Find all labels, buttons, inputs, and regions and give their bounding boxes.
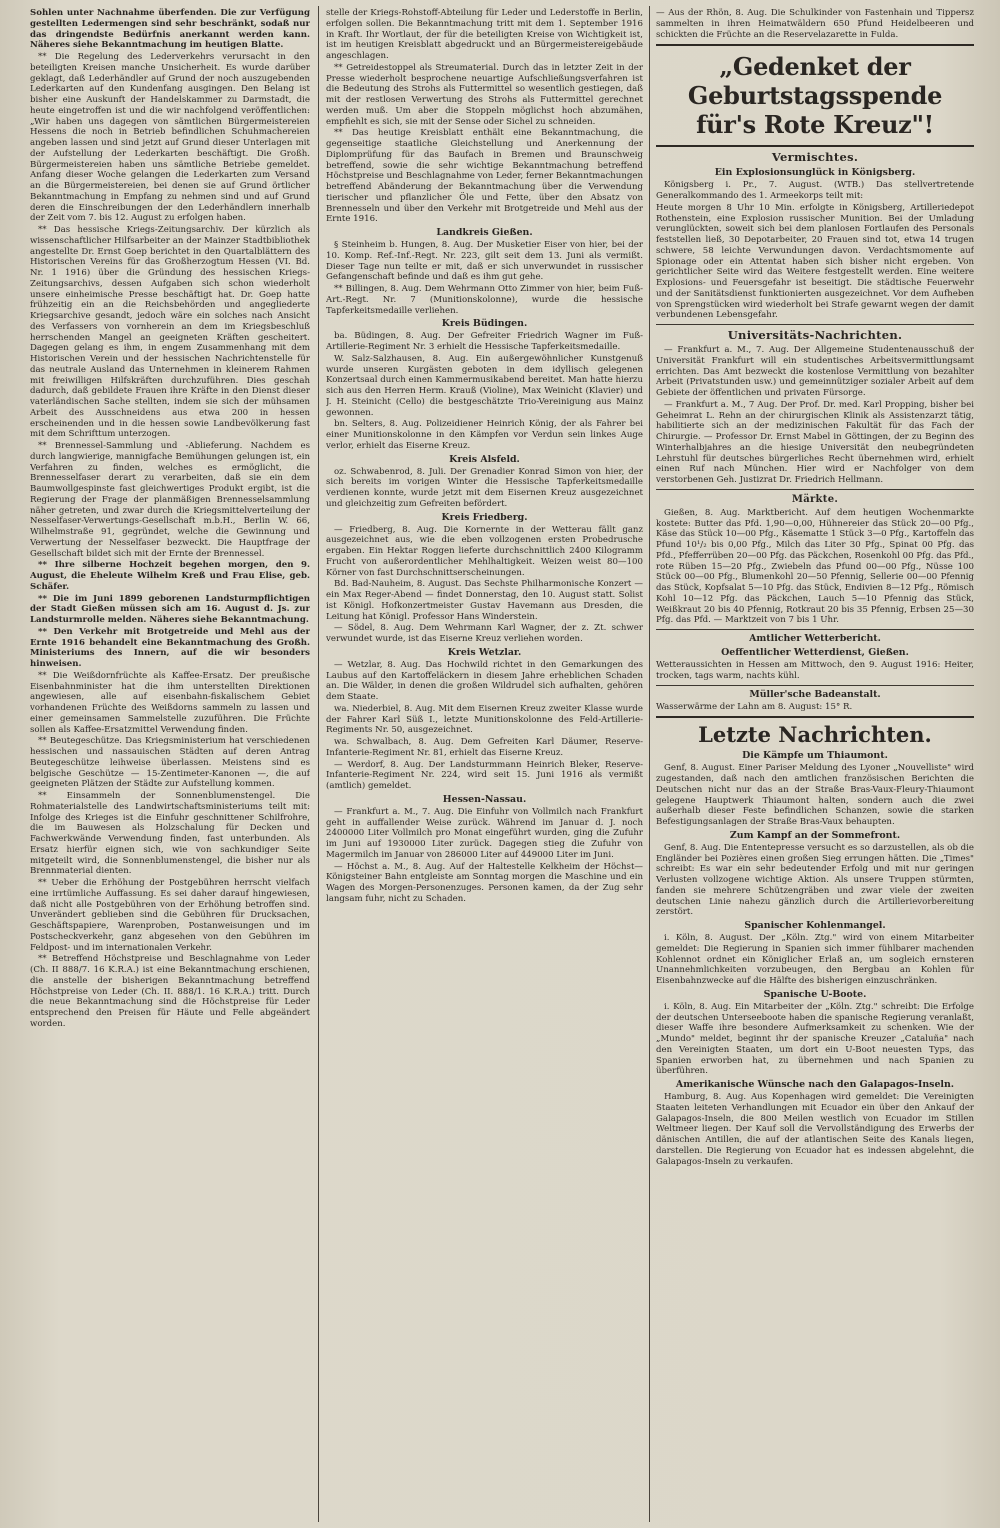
article-paragraph: Königsberg i. Pr., 7. August. (WTB.) Das stellvertretende Generalkommando des 1. Armeekorps teilt mit: xyxy=(656,180,974,201)
article-subheading: Zum Kampf an der Sommefront. xyxy=(729,829,901,841)
article-paragraph: wa. Schwalbach, 8. Aug. Dem Gefreiten Karl Däumer, Reserve-Infanterie-Regiment Nr. 81, erhielt das Eiserne Kreuz. xyxy=(326,737,643,758)
article-paragraph: Genf, 8. Aug. Die Ententepresse versucht es so darzustellen, als ob die Engländer bei Pozières einen großen Sieg errungen hätten. Die „Times" schreibt: Es war ein sehr bedeutender Erfolg und mit nur geringen Verlusten vollzogene wichtige Aktion. Als unsere Truppen stürmten, fanden sie mehrere Schützengräben und zwar viele der zweiten deutschen Linie nahezu gänzlich durch die Artillerievorbereitung zerstört. xyxy=(656,842,974,918)
article-paragraph: ** Den Verkehr mit Brotgetreide und Mehl aus der Ernte 1916 behandelt eine Bekanntmachung des Großh. Ministeriums des Innern, auf die wir besonders hinweisen. xyxy=(30,626,310,669)
column-3 xyxy=(656,8,974,1522)
article-paragraph: — Werdorf, 8. Aug. Der Landsturmmann Heinrich Bleker, Reserve-Infanterie-Regiment Nr. 224, wird seit 15. Juni 1916 als vermißt (amtlich) gemeldet. xyxy=(326,759,643,791)
article-paragraph: Bd. Bad-Nauheim, 8. August. Das Sechste Philharmonische Konzert — ein Max Reger-Abend — findet Donnerstag, den 10. August statt. Solist ist Königl. Hofkonzertmeister Gustav Havemann aus Dresden, die Leitung hat Königl. Professor Hans Winderstein. xyxy=(326,579,643,622)
article-paragraph: ** Betreffend Höchstpreise und Beschlagnahme von Leder (Ch. II 888/7. 16 K.R.A.) ist eine Bekanntmachung erschienen, die anstelle der bisherigen Bekanntmachung betreffend Höchstpreise von Leder (Ch. II. 888/1. 16 K.R.A.) tritt. Durch die neue Bekanntmachung sind die Höchstpreise für Leder entsprechend den Preisen für Häute und Felle abgeändert worden. xyxy=(30,954,310,1029)
section-heading-hessen-nassau: Hessen-Nassau. xyxy=(442,793,527,805)
article-paragraph: Genf, 8. August. Einer Pariser Meldung des Lyoner „Nouvelliste" wird zugestanden, daß nach den amtlichen französischen Berichten die Deutschen nicht nur das an der Straße Bras-Vaux-Fleury-Thiaumont gelegene Hauptwerk Thiaumont halten, sondern auch die zwei außerhalb dieser Feste befindlichen Schanzen, sowie die starken Befestigungsanlagen der Straße Bras-Vaux behaupten. xyxy=(656,763,974,827)
divider xyxy=(656,145,974,147)
divider xyxy=(656,324,974,325)
article-paragraph: Sohlen unter Nachnahme überfenden. Die zur Verfügung gestellten Ledermengen sind sehr beschränkt, sodaß nur das dringendste Bedürfnis anerkannt werden kann. Näheres siehe Bekanntmachung im heutigen Blatte. xyxy=(30,8,310,51)
article-paragraph: — Frankfurt a. M., 7. Aug. Der Allgemeine Studentenausschuß der Universität Frankfurt will ein studentisches Arbeitsvermittlungsamt errichten. Das Amt bezweckt die kostenlose Vermittlung von bezahlter Arbeit (Privatstunden usw.) und gemeinnütziger sozialer Arbeit auf dem Gebiete der öffentlichen und privaten Fürsorge. xyxy=(656,345,974,398)
article-paragraph: ** Das hessische Kriegs-Zeitungsarchiv. Der kürzlich als wissenschaftlicher Hilfsarbeiter an der Mainzer Stadtbibliothek angestellte Dr. Ernst Goep berichtet in den Quartalblättern des Historischen Vereins für das Großherzogtum Hessen (VI. Bd. Nr. 1 1916) über die Gründung des hessischen Kriegs-Zeitungsarchivs, dessen Aufgaben sich schon wiederholt unsere einheimische Presse beschäftigt hat. Dr. Goep hatte frühzeitig ein an die Reichsbehörden und angegliederte Kriegsarchive gesandt, jedoch wäre ein solches nach Ansicht des Verfassers von vornherein an dem im Kriegsbeschluß herrschenden Mangel an geeigneten Kräften gescheitert. Dagegen gelang es ihm, in engem Zusammenhang mit dem Historischen Verein und der hessischen Nachrichtenstelle für das neutrale Ausland das Unternehmen in kleinerem Rahmen mit freiwilligen Hilfskräften durchzuführen. Dies geschah dadurch, daß gebildete Frauen ihre Kräfte in den Dienst dieser vaterländischen Sache stellten, indem sie sich der mühsamen Arbeit des Ausschneidens aus etwa 200 in hessen erscheinenden und in die hessen sowie Landbevölkerung fast mit dem Schrifttum unterzogen. xyxy=(30,225,310,440)
article-paragraph: Wetteraussichten in Hessen am Mittwoch, den 9. August 1916: Heiter, trocken, tags warm, nachts kühl. xyxy=(656,660,974,681)
article-paragraph: ** Die Regelung des Lederverkehrs verursacht in den beteiligten Kreisen manche Unsicherheit. Es wurde darüber geklagt, daß Lederhändler auf Grund der noch auszugebenden Lederkarten auf den Kundenfang ausgingen. Den Belang ist bisher eine Auskunft der Handelskammer zu Darmstadt, die heute eingetroffen ist und die wir nachfolgend veröffentlichen: „Wir haben uns dagegen von sämtlichen Bürgermeistereien Hessens die noch in Betrieb befindlichen Schuhmachereien angeben lassen und sind jetzt auf Grund dieser Unterlagen mit der Aufstellung der Lederkarten beschäftigt. Die Großh. Bürgermeistereien haben uns sämtliche Betriebe gemeldet. Anfang dieser Woche gelangen die Lederkarten zum Versand an die Bürgermeistereien, bei denen sie auf Grund örtlicher Bekanntmachung in Empfang zu nehmen sind und auf Grund deren die Einschreibungen der den Lederhändlern innerhalb der Zeit vom 7. bis 12. August zu erfolgen haben. xyxy=(30,52,310,224)
article-paragraph: — Aus der Rhön, 8. Aug. Die Schulkinder von Fastenhain und Tippersz sammelten in ihren Heimatwäldern 650 Pfund Heidelbeeren und schickten die Früchte an die Reservelazarette in Fulda. xyxy=(656,8,974,40)
article-paragraph: i. Köln, 8. August. Der „Köln. Ztg." wird von einem Mitarbeiter gemeldet: Die Regierung in Spanien sich immer fühlbarer machenden Kohlennot ordnet ein Königlicher Erlaß an, um sogleich ernsteren Unannehmlichkeiten vorzubeugen, den Bergbau an Kohlen für Eisenbahnzwecke auf die Hälfte des bisherigen einzuschränken. xyxy=(656,933,974,986)
article-paragraph: Wasserwärme der Lahn am 8. August: 15° R. xyxy=(656,701,853,712)
column-1 xyxy=(30,8,310,1522)
article-subheading: Die Kämpfe um Thiaumont. xyxy=(742,750,888,762)
section-heading-kreis-wetzlar: Kreis Wetzlar. xyxy=(447,646,522,658)
section-heading-kreis-alsfeld: Kreis Alsfeld. xyxy=(449,453,520,465)
section-heading-maerkte: Märkte. xyxy=(791,493,839,505)
article-paragraph: stelle der Kriegs-Rohstoff-Abteilung für Leder und Lederstoffe in Berlin, erfolgen sollen. Die Bekanntmachung tritt mit dem 1. September 1916 in Kraft. Ihr Wortlaut, der für die beteiligten Kreise von Wichtigkeit ist, ist im heutigen Kreisblatt abgedruckt und an Bürgermeistereigebäude angeschlagen. xyxy=(326,8,643,61)
section-heading-landkreis-giessen: Landkreis Gießen. xyxy=(436,227,533,238)
section-heading-kreis-friedberg: Kreis Friedberg. xyxy=(441,511,528,523)
article-paragraph: — Höchst a. M., 8. Aug. Auf der Haltestelle Kelkheim der Höchst—Königsteiner Bahn entgleiste am Sonntag morgen die Maschine und ein Wagen des Morgen-Personenzuges. Personen kamen, da der Zug sehr langsam fuhr, nicht zu Schaden. xyxy=(326,861,643,904)
article-paragraph: wa. Niederbiel, 8. Aug. Mit dem Eisernen Kreuz zweiter Klasse wurde der Fahrer Karl Süß I., letzte Munitionskolonne des Feld-Artillerie-Regiments Nr. 50, ausgezeichnet. xyxy=(326,703,643,736)
article-paragraph: ** Ueber die Erhöhung der Postgebühren herrscht vielfach eine irrtümliche Auffassung. Es sei daher darauf hingewiesen, daß nicht alle Postgebühren von der Erhöhung betroffen sind. Unverändert geblieben sind die Gebühren für Drucksachen, Geschäftspapiere, Warenproben, Postanweisungen und im Postscheckverkehr, ganz abgesehen von den Gebühren im Feldpost- und im internationalen Verkehr. xyxy=(30,878,310,953)
article-paragraph: i. Köln, 8. Aug. Ein Mitarbeiter der „Köln. Ztg." schreibt: Die Erfolge der deutschen Unterseeboote haben die spanische Regierung veranlaßt, dieser Waffe ihre besondere Aufmerksamkeit zu schenken. Wie der „Mundo" meldet, beginnt ihr der spanische Kreuzer „Cataluña" nach den Vereinigten Staaten, um dort ein U-Boot neuesten Typs, das Spanien erworben hat, zu übernehmen und nach Spanien zu überführen. xyxy=(656,1001,974,1077)
article-paragraph: ** Beutegeschütze. Das Kriegsministerium hat verschiedenen hessischen und nassauischen Städten auf deren Antrag Beutegeschütze leihweise überlassen. Meistens sind es belgische Geschütze — 15-Zentimeter-Kanonen —, die auf geeigneten Plätzen der Städte zur Aufstellung kommen. xyxy=(30,736,310,790)
article-subheading: Ein Explosionsunglück in Königsberg. xyxy=(714,167,916,179)
section-heading-kreis-buedingen: Kreis Büdingen. xyxy=(441,318,528,330)
article-paragraph: oz. Schwabenrod, 8. Juli. Der Grenadier Konrad Simon von hier, der sich bereits im vorigen Winter die Hessische Tapferkeitsmedaille verdienen konnte, wurde jetzt mit dem Eisernen Kreuz ausgezeichnet und gleichzeitig zum Gefreiten befördert. xyxy=(326,466,643,509)
column-2 xyxy=(326,8,643,1522)
article-paragraph: ** Getreidestoppel als Streumaterial. Durch das in letzter Zeit in der Presse wiederholt besprochene neuartige Aufschließungsverfahren ist die Bedeutung des Strohs als Futtermittel so wesentlich gestiegen, daß mit der restlosen Verwertung des Strohs als Futtermittel gerechnet werden muß. Um aber die Stoppeln möglichst hoch abzumähen, empfiehlt es sich, sie mit der Sense oder Sichel zu schneiden. xyxy=(326,62,643,127)
divider xyxy=(656,716,974,718)
section-heading-wetterbericht: Amtlicher Wetterbericht. xyxy=(749,633,881,644)
article-paragraph: — Wetzlar, 8. Aug. Das Hochwild richtet in den Gemarkungen des Laubus auf den Kartoffeläckern in diesem Jahre erheblichen Schaden an. Die Wälder, in denen die großen Wildrudel sich aufhalten, gehören dem Staate. xyxy=(326,659,643,702)
article-paragraph: — Friedberg, 8. Aug. Die Kornernte in der Wetterau fällt ganz ausgezeichnet aus, wie die eben vollzogenen ersten Probedrusche ergaben. Ein Hektar Roggen lieferte durchschnittlich 2400 Kilogramm Frucht von außerordentlicher Mehlhaltigkeit. Weizen weist 80—100 Körner von fast Durchschnittserscheinungen. xyxy=(326,524,643,578)
article-subheading: Amerikanische Wünsche nach den Galapagos-Inseln. xyxy=(675,1079,955,1090)
divider xyxy=(656,44,974,46)
article-paragraph: W. Salz-Salzhausen, 8. Aug. Ein außergewöhnlicher Kunstgenuß wurde unseren Kurgästen geboten in dem idyllisch gelegenen Konzertsaal durch einen Kammermusikabend bereitet. Man hatte hierzu sich aus den Herren Herm. Krauß (Violine), Max Weinicht (Klavier) und J. H. Steinicht (Cello) die bestgeschätzte Trio-Vereinigung aus Mainz gewonnen. xyxy=(326,353,643,418)
article-paragraph: Hamburg, 8. Aug. Aus Kopenhagen wird gemeldet: Die Vereinigten Staaten leiteten Verhandlungen mit Ecuador ein über den Ankauf der Galapagos-Inseln, die 800 Meilen westlich von Ecuador im Stillen Weltmeer liegen. Der Kauf soll die Vervollständigung des Erwerbs der dänischen Antillen, die auf der atlantischen Seite des Kanals liegen, darstellen. Die Regierung von Ecuador hat es indessen abgelehnt, die Galapagos-Inseln zu verkaufen. xyxy=(656,1092,974,1167)
article-paragraph: ** Ihre silberne Hochzeit begehen morgen, den 9. August, die Eheleute Wilhelm Kreß und Frau Elise, geb. Schäfer. xyxy=(30,560,310,592)
column-divider xyxy=(318,6,319,1522)
section-heading-letzte-nachrichten: Letzte Nachrichten. xyxy=(698,722,932,748)
article-paragraph: ** Die im Juni 1899 geborenen Landsturmpflichtigen der Stadt Gießen müssen sich am 16. August d. Js. zur Landsturmrolle melden. Näheres siehe Bekanntmachung. xyxy=(30,593,310,625)
article-paragraph: ba. Büdingen, 8. Aug. Der Gefreiter Friedrich Wagner im Fuß-Artillerie-Regiment Nr. 3 erhielt die Hessische Tapferkeitsmedaille. xyxy=(326,331,643,352)
article-paragraph: ** Die Weißdornfrüchte als Kaffee-Ersatz. Der preußische Eisenbahnminister hat die ihm unterstellten Direktionen angewiesen, alle auf eisenbahn-fiskalischem Gebiet vorhandenen Früchte des Weißdorns sammeln zu lassen und einer gemeinsamen Sammelstelle zuzuführen. Die Früchte sollen als Kaffee-Ersatzmittel Verwendung finden. xyxy=(30,670,310,735)
article-paragraph: Heute morgen 8 Uhr 10 Min. erfolgte in Königsberg, Artilleriedepot Rothenstein, eine Explosion russischer Munition. Bei der Umladung verunglückten, soweit sich bei dem planlosen Fortlaufen des Personals feststellen ließ, 30 Depotarbeiter, 20 Frauen sind tot, etwa 14 trugen schwere, 58 leichte Verwundungen davon. Verdachtsmomente auf Spionage oder ein Attentat haben sich bisher nicht ergeben. Von gerichtlicher Seite wird das Weitere festgestellt werden. Eine weitere Explosions- und Feuersgefahr ist beseitigt. Die städtische Feuerwehr und der Sanitätsdienst funktionierten ausgezeichnet. Vor dem Aufheben von Sprengstücken wird wiederholt bei Strafe gewarnt wegen der damit verbundenen Lebensgefahr. xyxy=(656,202,974,321)
article-paragraph: ** Brennessel-Sammlung und -Ablieferung. Nachdem es durch langwierige, mannigfache Bemühungen gelungen ist, ein Verfahren zu finden, welches es ermöglicht, die Brennesselfaser derart zu verarbeiten, daß sie ein dem Baumwollgespinste fast gleichwertiges Produkt ergibt, ist die Regierung der Frage der planmäßigen Brennesselsammlung näher getreten, und zwar durch die Kriegsmittelverteilung der Nesselfaser-Verwertungs-Gesellschaft m.b.H., Berlin W. 66, Wilhelmstraße 91, gegründet, welche die Gewinnung und Verwertung der Nesselfaser bezweckt. Die Hauptfrage der Gesellschaft bildet sich mit der Ernte der Brennessel. xyxy=(30,441,310,559)
headline-geburtstagsspende: „Gedenket der Geburtstagsspende für's Rote Kreuz"! xyxy=(687,52,943,140)
article-paragraph: — Frankfurt a. M., 7 Aug. Der Prof. Dr. med. Karl Propping, bisher bei Geheimrat L. Rehn an der chirurgischen Klinik als Assistenzarzt tätig, habilitierte sich an der medizinischen Fakultät für das Fach der Chirurgie. — Professor Dr. Ernst Mabel in Göttingen, der zu Beginn des Winterhalbjahres an die hiesige Universität den neubegründeten Lehrstuhl für deutsches bürgerliches Recht übernehmen wird, erhielt einen Ruf nach München. Hier wird er Nachfolger von dem verstorbenen Geh. Justizrat Dr. Friedrich Hellmann. xyxy=(656,399,974,485)
article-paragraph: — Frankfurt a. M., 7. Aug. Die Einfuhr von Vollmilch nach Frankfurt geht in auffallender Weise zurück. Während im Januar d. J. noch 2400000 Liter Vollmilch pro Monat eingeführt wurden, ging die Zufuhr im Juni auf 1930000 Liter zurück. Dagegen stieg die Zufuhr von Magermilch im Januar von 286000 Liter auf 449000 Liter im Juni. xyxy=(326,806,643,860)
divider xyxy=(656,489,974,490)
article-subheading: Oeffentlicher Wetterdienst, Gießen. xyxy=(721,647,909,658)
article-subheading: Spanische U-Boote. xyxy=(763,988,867,1000)
article-paragraph: ** Billingen, 8. Aug. Dem Wehrmann Otto Zimmer von hier, beim Fuß-Art.-Regt. Nr. 7 (Munitionskolonne), wurde die hessische Tapferkeitsmedaille verliehen. xyxy=(326,284,643,316)
section-heading-vermischtes: Vermischtes. xyxy=(771,150,859,165)
article-paragraph: — Södel, 8. Aug. Dem Wehrmann Karl Wagner, der z. Zt. schwer verwundet wurde, ist das Eiserne Kreuz verliehen worden. xyxy=(326,623,643,644)
article-paragraph: ** Einsammeln der Sonnenblumenstengel. Die Rohmaterialstelle des Landwirtschaftsministeriums teilt mit: Infolge des Krieges ist die Einfuhr geschnittener Schilfrohre, die im Bauwesen als Holzschalung für Decken und Fachwerkwände Verwendung finden, fast unterbunden. Als Ersatz hierfür eignen sich, wie von sachkundiger Seite mitgeteilt wird, die Sonnenblumenstengel, die bisher nur als Brennmaterial dienten. xyxy=(30,791,310,877)
article-subheading: Spanischer Kohlenmangel. xyxy=(744,920,886,931)
article-paragraph: § Steinheim b. Hungen, 8. Aug. Der Musketier Eiser von hier, bei der 10. Komp. Ref.-Inf.-Regt. Nr. 223, gilt seit dem 13. Juni als vermißt. Dieser Tage nun teilte er mit, daß er sich unverwundet in russischer Gefangenschaft befinde und daß es ihm gut gehe. xyxy=(326,240,643,283)
divider xyxy=(656,685,974,686)
divider xyxy=(656,629,974,630)
article-paragraph: bn. Selters, 8. Aug. Polizeidiener Heinrich König, der als Fahrer bei einer Munitionskolonne in den Kämpfen vor Verdun sein linkes Auge verlor, erhielt das Eiserne Kreuz. xyxy=(326,419,643,451)
column-divider xyxy=(649,6,650,1522)
section-heading-badeanstalt: Müller'sche Badeanstalt. xyxy=(749,688,881,700)
section-heading-universitaet: Universitäts-Nachrichten. xyxy=(727,328,903,342)
article-paragraph: ** Das heutige Kreisblatt enthält eine Bekanntmachung, die gegenseitige staatliche Gleichstellung und Anerkennung der Diplomprüfung für das Baufach in Bremen und Braunschweig betreffend, sowie die sehr wichtige Bekanntmachung betreffend Höchstpreise und Beschlagnahme von Leder, ferner Bekanntmachungen betreffend Abänderung der Bekanntmachung über die Verwendung tierischer und pflanzlicher Öle und Fette, über den Absatz von Brennesseln und über den Verkehr mit Brotgetreide und Mehl aus der Ernte 1916. xyxy=(326,128,643,225)
article-paragraph: Gießen, 8. Aug. Marktbericht. Auf dem heutigen Wochenmarkte kostete: Butter das Pfd. 1,90—0,00, Hühnereier das Stück 20—00 Pfg., Käse das Stück 10—00 Pfg., Käsematte 1 Stück 3—0 Pfg., Kartoffeln das Pfund 10¹/₂ bis 0,00 Pfg., Milch das Liter 30 Pfg., Spinat 00 Pfg. das Pfd., Pfefferrüben 20—00 Pfg. das Päckchen, Rosenkohl 00 Pfg. das Pfd., rote Rüben 15—20 Pfg., Zwiebeln das Pfund 00—00 Pfg., Nüsse 100 Stück 00—00 Pfg., Blumenkohl 20—50 Pfennig, Sellerie 00—00 Pfennig das Stück, Kopfsalat 5—10 Pfg. das Stück, Endivien 8—12 Pfg., Römisch Kohl 10—12 Pfg. das Päckchen, Lauch 5—10 Pfennig das Stück, Weißkraut 20 bis 40 Pfennig, Rotkraut 20 bis 35 Pfennig, Erbsen 25—30 Pfg. das Pfd. — Marktzeit von 7 bis 1 Uhr. xyxy=(656,507,974,626)
